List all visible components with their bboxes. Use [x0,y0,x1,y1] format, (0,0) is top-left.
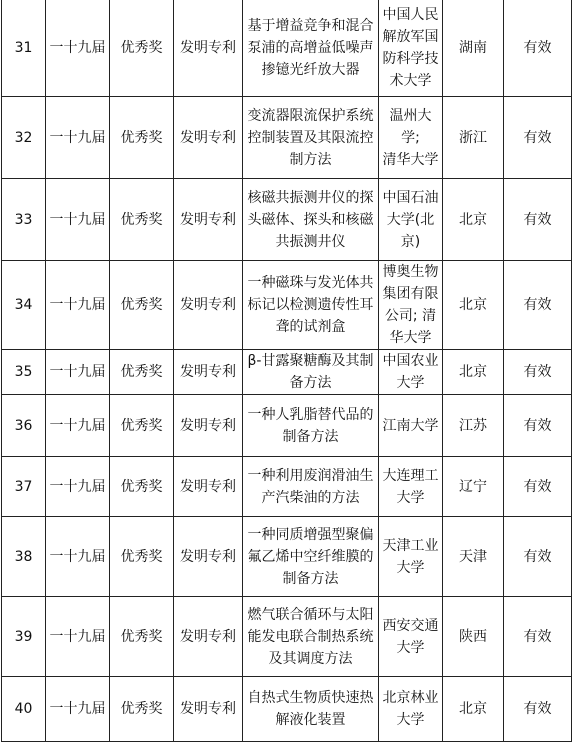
patent-name-cell-line: 产汽柴油的方法 [261,489,360,506]
holder-unit-cell [379,0,443,97]
holder-unit-cell-line: 西安交通 [382,617,439,634]
region-cell: 湖南 [443,0,504,97]
status-cell: 有效 [504,395,572,457]
patent-name-cell-line: 及其调度方法 [268,650,353,667]
table-row [2,597,572,677]
holder-unit-cell-line: 北京林业 [382,690,439,706]
patent-name-cell [243,457,379,517]
holder-unit-cell [379,395,443,457]
session-cell: 一十九届 [46,597,110,677]
award-cell: 优秀奖 [110,179,174,261]
patent-name-cell-line: 制备方法 [282,570,339,587]
holder-unit-cell-line: 公司; 清 [384,308,437,324]
patent-name-cell [243,0,379,97]
patent-name-cell-line: 标记以检测遗传性耳 [247,297,374,313]
patent-type-cell: 发明专利 [174,395,243,457]
award-cell: 优秀奖 [110,97,174,179]
row-number-cell: 38 [2,517,46,597]
holder-unit-cell [379,261,443,350]
holder-unit-cell-line: 解放军国 [382,28,439,45]
patent-type-cell: 发明专利 [174,350,243,395]
status-cell: 有效 [504,597,572,677]
holder-unit-cell [379,179,443,261]
holder-unit-cell [379,597,443,677]
holder-unit-cell-line: 温州大学; [389,107,432,146]
session-cell: 一十九届 [46,261,110,350]
table-row [2,677,572,742]
session-cell: 一十九届 [46,677,110,742]
patent-name-cell [243,395,379,457]
holder-unit-cell-line: 中国人民 [382,6,439,23]
patent-name-cell-line: 氟乙烯中空纤维膜的 [247,548,374,565]
patent-name-cell-line: 核磁共振测井仪的探 [247,189,374,206]
holder-unit-cell-line: 江南大学 [382,417,439,434]
row-number-cell: 36 [2,395,46,457]
patent-type-cell: 发明专利 [174,0,243,97]
holder-unit-cell-line: 京) [400,233,421,250]
patent-name-cell-line: 一种利用废润滑油生 [247,467,374,484]
status-cell: 有效 [504,0,572,97]
patent-type-cell: 发明专利 [174,517,243,597]
row-number-cell: 31 [2,0,46,97]
patent-name-cell-line: 头磁体、探头和核磁 [247,211,374,228]
session-cell: 一十九届 [46,0,110,97]
holder-unit-cell-line: 大学 [396,712,425,728]
patent-name-cell-line: 变流器限流保护系统 [247,107,374,124]
holder-unit-cell-line: 集团有限 [382,286,439,302]
session-cell: 一十九届 [46,517,110,597]
table-row [2,97,572,179]
award-cell: 优秀奖 [110,395,174,457]
status-cell: 有效 [504,457,572,517]
status-cell: 有效 [504,97,572,179]
status-cell: 有效 [504,350,572,395]
holder-unit-cell-line: 中国农业 [382,353,439,369]
region-cell: 辽宁 [443,457,504,517]
patent-name-cell-line: 解液化装置 [275,712,346,728]
patent-type-cell: 发明专利 [174,261,243,350]
holder-unit-cell-line: 清华大学 [382,151,439,168]
patent-type-cell: 发明专利 [174,457,243,517]
patent-type-cell: 发明专利 [174,677,243,742]
region-cell: 天津 [443,517,504,597]
row-number-cell: 32 [2,97,46,179]
region-cell: 北京 [443,677,504,742]
award-cell: 优秀奖 [110,517,174,597]
holder-unit-cell-line: 大学 [396,375,425,391]
holder-unit-cell-line: 大学 [396,489,425,506]
row-number-cell: 39 [2,597,46,677]
holder-unit-cell-line: 大学 [396,639,425,656]
table-row [2,517,572,597]
award-cell: 优秀奖 [110,261,174,350]
holder-unit-cell-line: 大连理工 [382,467,439,484]
award-cell: 优秀奖 [110,597,174,677]
holder-unit-cell-line: 大学(北 [386,211,435,228]
row-number-cell: 37 [2,457,46,517]
patent-name-cell-line: 制备方法 [282,428,339,445]
holder-unit-cell [379,97,443,179]
table-row [2,179,572,261]
patent-name-cell-line: 聋的试剂盒 [275,319,346,335]
region-cell: 北京 [443,261,504,350]
patent-name-cell-line: 掺镱光纤放大器 [261,61,360,78]
holder-unit-cell-line: 大学 [396,559,425,576]
row-number-cell: 34 [2,261,46,350]
holder-unit-cell [379,350,443,395]
patent-type-cell: 发明专利 [174,97,243,179]
region-cell: 浙江 [443,97,504,179]
table-row [2,0,572,97]
holder-unit-cell-line: 中国石油 [382,189,439,206]
status-cell: 有效 [504,677,572,742]
award-cell: 优秀奖 [110,457,174,517]
awards-table [1,0,572,742]
holder-unit-cell [379,457,443,517]
table-row [2,261,572,350]
patent-name-cell-line: 基于增益竞争和混合 [247,17,374,34]
table-row [2,395,572,457]
patent-name-cell [243,597,379,677]
holder-unit-cell [379,677,443,742]
status-cell: 有效 [504,179,572,261]
session-cell: 一十九届 [46,97,110,179]
patent-name-cell [243,261,379,350]
patent-name-cell-line: 制方法 [289,151,332,168]
patent-name-cell [243,179,379,261]
status-cell: 有效 [504,517,572,597]
patent-name-cell-line: 自热式生物质快速热 [247,690,374,706]
holder-unit-cell [379,517,443,597]
patent-name-cell [243,97,379,179]
holder-unit-cell-line: 华大学 [389,330,432,346]
patent-name-cell-line: 备方法 [289,375,332,391]
holder-unit-cell-line: 防科学技 [382,50,439,67]
patent-name-cell [243,350,379,395]
patent-name-cell-line: 泵浦的高增益低噪声 [247,39,374,56]
region-cell: 江苏 [443,395,504,457]
session-cell: 一十九届 [46,179,110,261]
region-cell: 陕西 [443,597,504,677]
holder-unit-cell-line: 天津工业 [382,537,439,554]
patent-name-cell-line: 一种人乳脂替代品的 [247,406,374,423]
holder-unit-cell-line: 博奥生物 [382,264,439,280]
session-cell: 一十九届 [46,457,110,517]
row-number-cell: 35 [2,350,46,395]
table-row [2,457,572,517]
table-body [2,0,572,742]
row-number-cell: 33 [2,179,46,261]
holder-unit-cell-line: 术大学 [389,72,432,89]
patent-name-cell-line: 共振测井仪 [275,233,346,250]
patent-name-cell [243,677,379,742]
award-cell: 优秀奖 [110,677,174,742]
patent-name-cell-line: 能发电联合制热系统 [247,628,374,645]
row-number-cell: 40 [2,677,46,742]
patent-name-cell-line: β-甘露聚糖酶及其制 [247,353,374,369]
patent-name-cell-line: 一种磁珠与发光体共 [247,275,374,291]
award-cell: 优秀奖 [110,0,174,97]
patent-type-cell: 发明专利 [174,597,243,677]
status-cell: 有效 [504,261,572,350]
table-row [2,350,572,395]
patent-type-cell: 发明专利 [174,179,243,261]
patent-name-cell-line: 控制装置及其限流控 [247,129,374,146]
patent-name-cell-line: 一种同质增强型聚偏 [247,526,374,543]
patent-name-cell-line: 燃气联合循环与太阳 [247,606,374,623]
award-cell: 优秀奖 [110,350,174,395]
region-cell: 北京 [443,179,504,261]
session-cell: 一十九届 [46,350,110,395]
session-cell: 一十九届 [46,395,110,457]
region-cell: 北京 [443,350,504,395]
patent-name-cell [243,517,379,597]
